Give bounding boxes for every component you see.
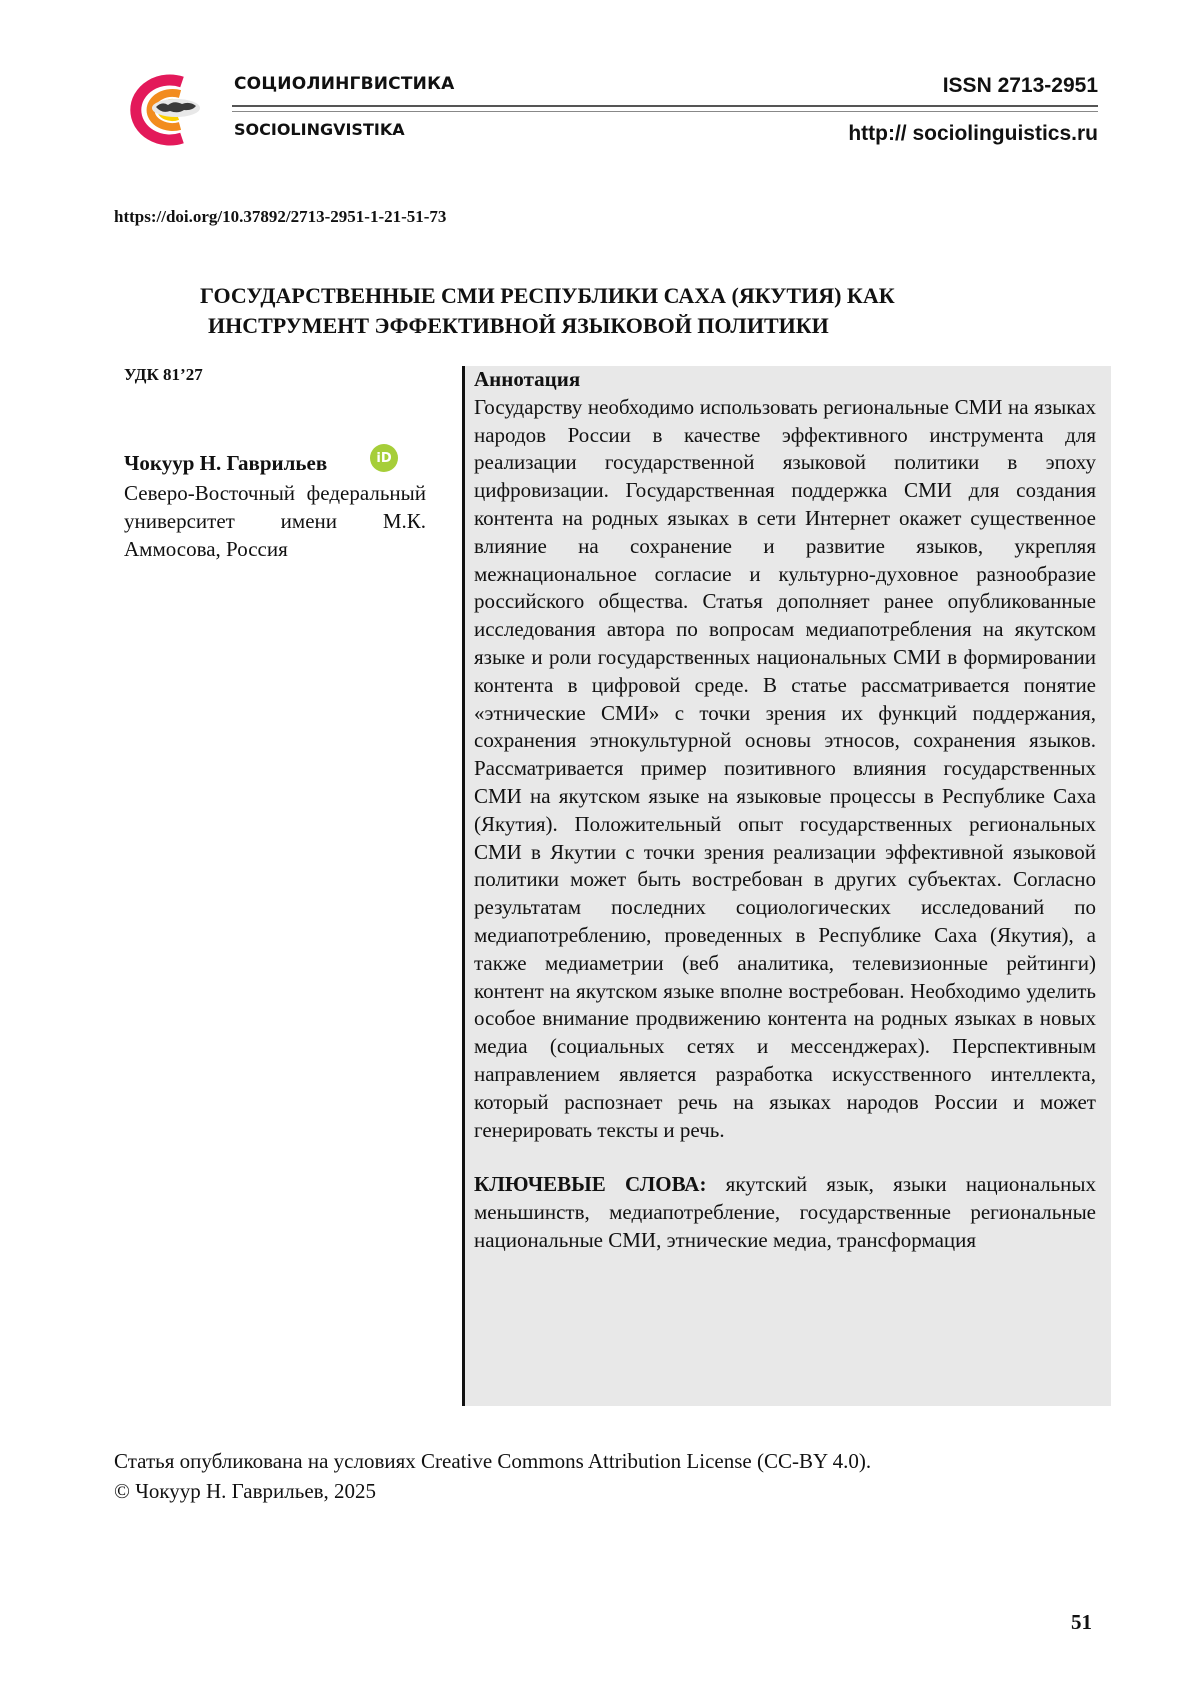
abstract [474,366,1096,1255]
title-line-2: ИНСТРУМЕНТ ЭФФЕКТИВНОЙ ЯЗЫКОВОЙ ПОЛИТИКИ [208,313,829,338]
issn: ISSN 2713-2951 [942,74,1098,97]
page-number: 51 [1071,1610,1092,1634]
journal-title-ru: СОЦИОЛИНГВИСТИКА [234,74,455,94]
orcid-icon[interactable]: iD [370,444,398,472]
author-affiliation: Северо-Восточный федеральный университет имени М.К. Аммосова, Россия [124,481,426,561]
doi-link[interactable]: https://doi.org/10.37892/2713-2951-1-21-51-73 [114,207,447,226]
header-rule [232,105,1098,107]
article-title [200,281,1040,341]
keywords-label: КЛЮЧЕВЫЕ СЛОВА: [474,1172,707,1197]
author-name: Чокуур Н. Гаврильев [124,451,328,475]
journal-website-link[interactable]: http:// sociolinguistics.ru [848,122,1098,145]
journal-logo [110,74,210,146]
abstract-text: Государству необходимо использовать региональные СМИ на языках народов России в качестве эффективного инструмента для реализации государственной языковой политики в эпоху цифровизации. Государственная поддержка СМИ для создания контента на родных языках в сети Интернет окажет существенное влияние на сохранение и развитие языков, укрепляя межнациональное согласие и культурно-духовное разнообразие российского общества. Статья дополняет ранее опубликованные исследования автора по вопросам медиапотребления на якутском языке и роли государственных национальных СМИ в формировании контента в цифровой среде. В статье рассматривается понятие «этнические СМИ» с точки зрения их функций поддержания, сохранения этнокультурной основы этносов, сохранения языков. Рассматривается пример позитивного влияния государственных СМИ на якутском языке на языковые процессы в Республике Саха (Якутия). Положительный опыт государственных региональных СМИ в Якутии с точки зрения реализации эффективной языковой политики может быть востребован в других субъектах. Согласно результатам последних социологических исследований по медиапотреблению, проведенных в Республике Саха (Якутия), а также медиаметрии (веб аналитика, телевизионные рейтинги) контент на якутском языке вполне востребован. Необходимо уделить особое внимание продвижению контента на родных языках в новых медиа (социальных сетях и мессенджерах). Перспективным направлением является разработка искусственного интеллекта, который распознает речь на языках народов России и может генерировать тексты и речь. [474,394,1096,1142]
keywords [474,1171,1096,1254]
license-line: Статья опубликована на условиях Creative Commons Attribution License (CC-BY 4.0). [114,1449,872,1473]
journal-title-en: SOCIOLINGVISTIKA [234,120,405,139]
keywords-text: якутский язык, языки национальных меньшинств, медиапотребление, государственные региональные национальные СМИ, этнические медиа, трансформация [474,1172,1097,1252]
udk-code: УДК 81’27 [124,365,203,384]
abstract-heading: Аннотация [474,367,581,391]
title-line-1: ГОСУДАРСТВЕННЫЕ СМИ РЕСПУБЛИКИ САХА (ЯКУТИЯ) КАК [200,283,895,308]
header-rule-thin [232,111,1098,112]
license-notice [114,1446,871,1506]
copyright-line: © Чокуур Н. Гаврильев, 2025 [114,1479,377,1503]
